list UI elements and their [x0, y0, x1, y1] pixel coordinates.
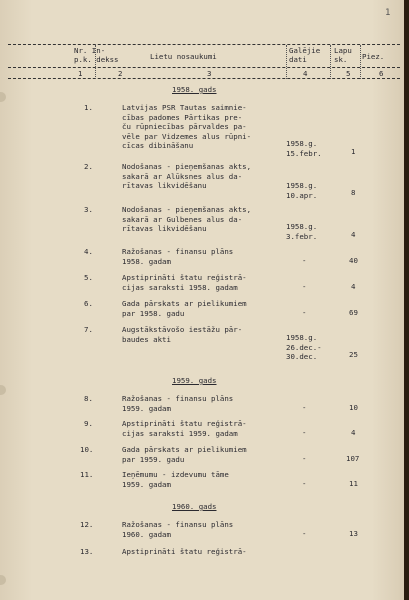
- row-number: 7.: [84, 325, 93, 334]
- row-pages: 13: [349, 529, 358, 538]
- col-header-titles: Lietu nosaukumi: [150, 52, 217, 61]
- column-divider: [95, 45, 96, 79]
- row-pages: 10: [349, 403, 358, 412]
- page-mark: 1: [385, 8, 391, 18]
- row-number: 9.: [84, 419, 93, 428]
- row-pages: 25: [349, 350, 358, 359]
- row-dates: 1958.g. 3.febr.: [286, 222, 318, 241]
- row-pages: 40: [349, 256, 358, 265]
- row-title: Ražošanas - finansu plāns 1960. gadam: [122, 520, 234, 539]
- row-pages: 8: [351, 188, 356, 197]
- row-number: 2.: [84, 162, 93, 171]
- year-heading: 1959. gads: [172, 376, 217, 385]
- row-dates: -: [302, 308, 307, 317]
- row-title: Apstiprināti štatu reģistrā-: [122, 547, 247, 556]
- col-number-6: 6: [379, 69, 384, 78]
- row-title: Latvijas PSR Tautas saimnie- cības padomes Pārtikas pre- ču rūpniecības pārvaldes pa- vēle par Vidzemes alus rūpni- cīcas dibināšanu: [122, 103, 252, 150]
- row-pages: 107: [346, 454, 360, 463]
- punch-hole: [0, 385, 6, 395]
- row-dates: -: [302, 282, 307, 291]
- row-number: 1.: [84, 103, 93, 112]
- row-pages: 11: [349, 479, 358, 488]
- row-title: Ražošanas - finansu plāns 1959. gadam: [122, 394, 234, 413]
- col-header-dates: Galējie dati: [289, 46, 321, 64]
- row-pages: 1: [351, 147, 356, 156]
- row-dates: -: [302, 479, 307, 488]
- punch-hole: [0, 575, 6, 585]
- header-bottom-rule: [8, 78, 400, 79]
- col-number-4: 4: [303, 69, 308, 78]
- col-header-number: Nr. In- p.k. dekss: [74, 46, 119, 64]
- col-header-notes: Piez.: [362, 52, 385, 61]
- row-number: 10.: [80, 445, 94, 454]
- row-dates: 1958.g. 10.apr.: [286, 181, 318, 200]
- row-dates: -: [302, 403, 307, 412]
- row-title: Gada pārskats ar pielikumiem par 1958. gadu: [122, 299, 247, 318]
- row-dates: -: [302, 529, 307, 538]
- row-number: 6.: [84, 299, 93, 308]
- row-title: Ieņēmumu - izdevumu tāme 1959. gadam: [122, 470, 229, 489]
- row-title: Gada pārskats ar pielikumiem par 1959. gadu: [122, 445, 247, 464]
- row-pages: 69: [349, 308, 358, 317]
- page-edge: [404, 0, 409, 600]
- col-number-3: 3: [207, 69, 212, 78]
- row-title: Nodošanas - pieņemšanas akts, sakarā ar Gulbenes alus da- rītavas likvidēšanu: [122, 205, 252, 233]
- header-mid-rule: [8, 67, 400, 68]
- row-dates: 1958.g. 26.dec.- 30.dec.: [286, 333, 322, 361]
- col-number-2: 2: [118, 69, 123, 78]
- row-title: Apstiprināti štatu reģistrā- cijas saraksti 1959. gadam: [122, 419, 247, 438]
- row-dates: -: [302, 454, 307, 463]
- row-dates: -: [302, 428, 307, 437]
- row-number: 3.: [84, 205, 93, 214]
- col-number-5: 5: [346, 69, 351, 78]
- row-pages: 4: [351, 428, 356, 437]
- column-divider: [330, 45, 331, 79]
- row-dates: 1958.g. 15.febr.: [286, 139, 322, 158]
- col-header-pages: Lapu sk.: [334, 46, 352, 64]
- col-number-1: 1: [78, 69, 83, 78]
- header-top-rule: [8, 44, 400, 45]
- column-divider: [286, 45, 287, 79]
- row-title: Ražošanas - finansu plāns 1958. gadam: [122, 247, 234, 266]
- row-number: 11.: [80, 470, 94, 479]
- year-heading: 1958. gads: [172, 85, 217, 94]
- row-number: 5.: [84, 273, 93, 282]
- punch-hole: [0, 92, 6, 102]
- row-dates: -: [302, 256, 307, 265]
- row-number: 12.: [80, 520, 94, 529]
- row-pages: 4: [351, 230, 356, 239]
- row-pages: 4: [351, 282, 356, 291]
- row-number: 8.: [84, 394, 93, 403]
- row-title: Augstākstāvošo iestāžu pār- baudes akti: [122, 325, 243, 344]
- year-heading: 1960. gads: [172, 502, 217, 511]
- row-title: Nodošanas - pieņemšanas akts, sakarā ar Alūksnes alus da- rītavas likvidēšanu: [122, 162, 252, 190]
- row-number: 13.: [80, 547, 94, 556]
- row-title: Apstiprināti štatu reģistrā- cijas saraksti 1958. gadam: [122, 273, 247, 292]
- column-divider: [360, 45, 361, 79]
- row-number: 4.: [84, 247, 93, 256]
